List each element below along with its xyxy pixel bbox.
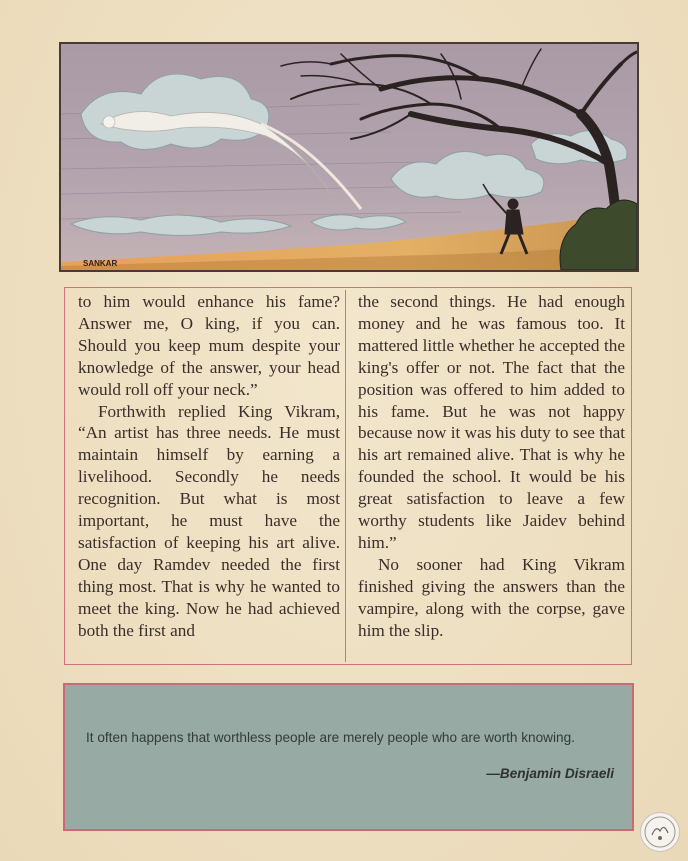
story-illustration — [59, 42, 639, 272]
story-paragraph: the second things. He had enough money and he was famous too. It mattered little whether he accepted the king's offer or not. The fact that the position was offered to him added to his fame. But he was not happy because now it was his duty to see that his art remained alive. That is why he founded the school. It would be his great satisfaction to leave a few worthy students like Jaidev behind him.” — [358, 292, 625, 552]
story-column-left — [78, 291, 340, 642]
quote-text: It often happens that worthless people are merely people who are worth knowing. — [86, 730, 575, 745]
column-divider — [345, 290, 346, 662]
vampire-flying-illustration — [61, 44, 637, 270]
quote-author: —Benjamin Disraeli — [486, 766, 614, 781]
quote-box — [63, 683, 634, 831]
story-paragraph: Forthwith replied King Vikram, “An artist has three needs. He must maintain himself by earning a livelihood. Secondly he needs recognition. But what is most important, he must have the satisfaction of keeping his art alive. One day Ramdev needed the first thing most. That is why he wanted to meet the king. Now he had achieved both the first and — [78, 401, 340, 640]
story-paragraph: to him would enhance his fame? Answer me, O king, if you can. Should you keep mum despite your knowledge of the answer, your head would roll off your neck.” — [78, 292, 340, 399]
artist-signature: SANKAR — [83, 259, 118, 268]
story-paragraph: No sooner had King Vikram finished giving the answers than the vampire, along with the corpse, gave him the slip. — [358, 554, 625, 640]
publisher-logo-icon — [640, 812, 680, 852]
story-column-right — [358, 291, 625, 642]
